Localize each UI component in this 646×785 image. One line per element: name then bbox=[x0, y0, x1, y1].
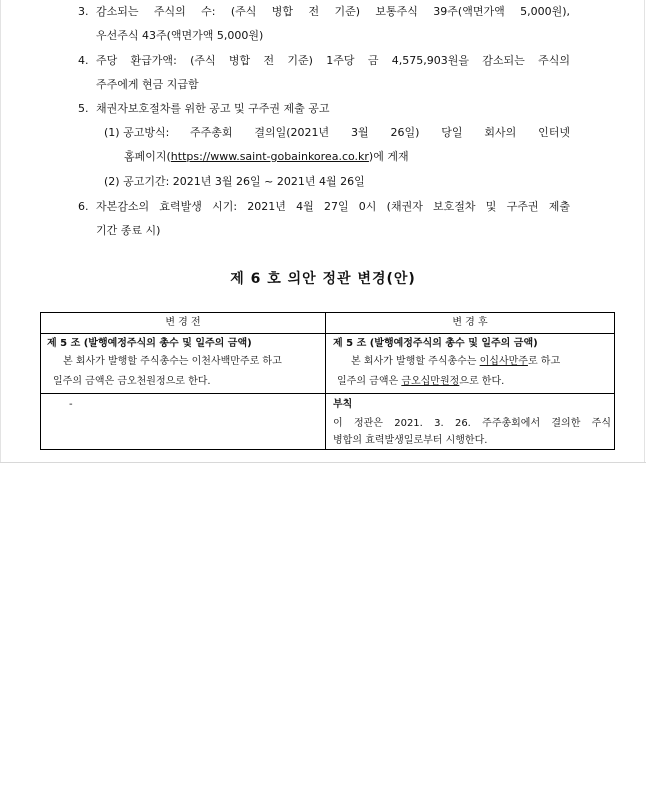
section-title: 제 6 호 의안 정관 변경(안) bbox=[230, 271, 416, 287]
supplement-title: 부칙 bbox=[333, 399, 353, 410]
header-after: 변 경 후 bbox=[452, 317, 488, 328]
homepage-link[interactable]: https://www.saint-gobainkorea.co.kr bbox=[170, 150, 369, 163]
sub-item-text: (2) 공고기간: 2021년 3월 26일 ~ 2021년 4월 26일 bbox=[104, 175, 365, 188]
sub-item-text: 홈페이지(https://www.saint-gobainkorea.co.kr)에 게재 bbox=[124, 150, 409, 163]
before-heading: 제 5 조 (발행예정주식의 총수 및 일주의 금액) bbox=[47, 338, 252, 349]
sub-item-label: (1) 공고방식: bbox=[104, 126, 170, 139]
table-divider bbox=[41, 333, 614, 334]
header-before: 변 경 전 bbox=[165, 317, 201, 328]
item-text: 기간 종료 시) bbox=[96, 224, 161, 237]
after-heading: 제 5 조 (발행예정주식의 총수 및 일주의 금액) bbox=[333, 338, 538, 349]
page-border bbox=[644, 0, 645, 463]
supplement-line: 이 정관은 2021. 3. 26. 주주총회에서 결의한 주식 bbox=[333, 418, 611, 429]
after-line: 일주의 금액은 금오십만원정으로 한다. bbox=[337, 376, 505, 387]
item-text: 자본감소의 효력발생 시기: 2021년 4월 27일 0시 (채권자 보호절차 및 구주권 제출 bbox=[96, 200, 570, 213]
item-text: 감소되는 주식의 수: (주식 병합 전 기준) 보통주식 39주(액면가액 5,000원), bbox=[96, 5, 570, 18]
before-line: 본 회사가 발행할 주식총수는 이천사백만주로 하고 bbox=[63, 356, 282, 367]
item-number: 5. bbox=[78, 102, 89, 115]
item-number: 4. bbox=[78, 54, 89, 67]
sub-item-text: 주주총회 결의일(2021년 3월 26일) 당일 회사의 인터넷 bbox=[190, 126, 570, 139]
table-divider bbox=[41, 393, 614, 394]
item-number: 3. bbox=[78, 5, 89, 18]
amendment-table bbox=[40, 312, 615, 450]
after-line: 본 회사가 발행할 주식총수는 이십사만주로 하고 bbox=[351, 356, 561, 367]
item-text: 채권자보호절차를 위한 공고 및 구주권 제출 공고 bbox=[96, 102, 330, 115]
before-supplement: - bbox=[69, 399, 73, 410]
page-border bbox=[0, 0, 1, 463]
supplement-line: 병합의 효력발생일로부터 시행한다. bbox=[333, 435, 488, 446]
before-line: 일주의 금액은 금오천원정으로 한다. bbox=[53, 376, 211, 387]
item-text: 주주에게 현금 지급함 bbox=[96, 78, 199, 91]
page-border bbox=[0, 462, 646, 463]
item-number: 6. bbox=[78, 200, 89, 213]
item-text: 주당 환급가액: (주식 병합 전 기준) 1주당 금 4,575,903원을 감소되는 주식의 bbox=[96, 54, 570, 67]
item-text: 우선주식 43주(액면가액 5,000원) bbox=[96, 29, 264, 42]
